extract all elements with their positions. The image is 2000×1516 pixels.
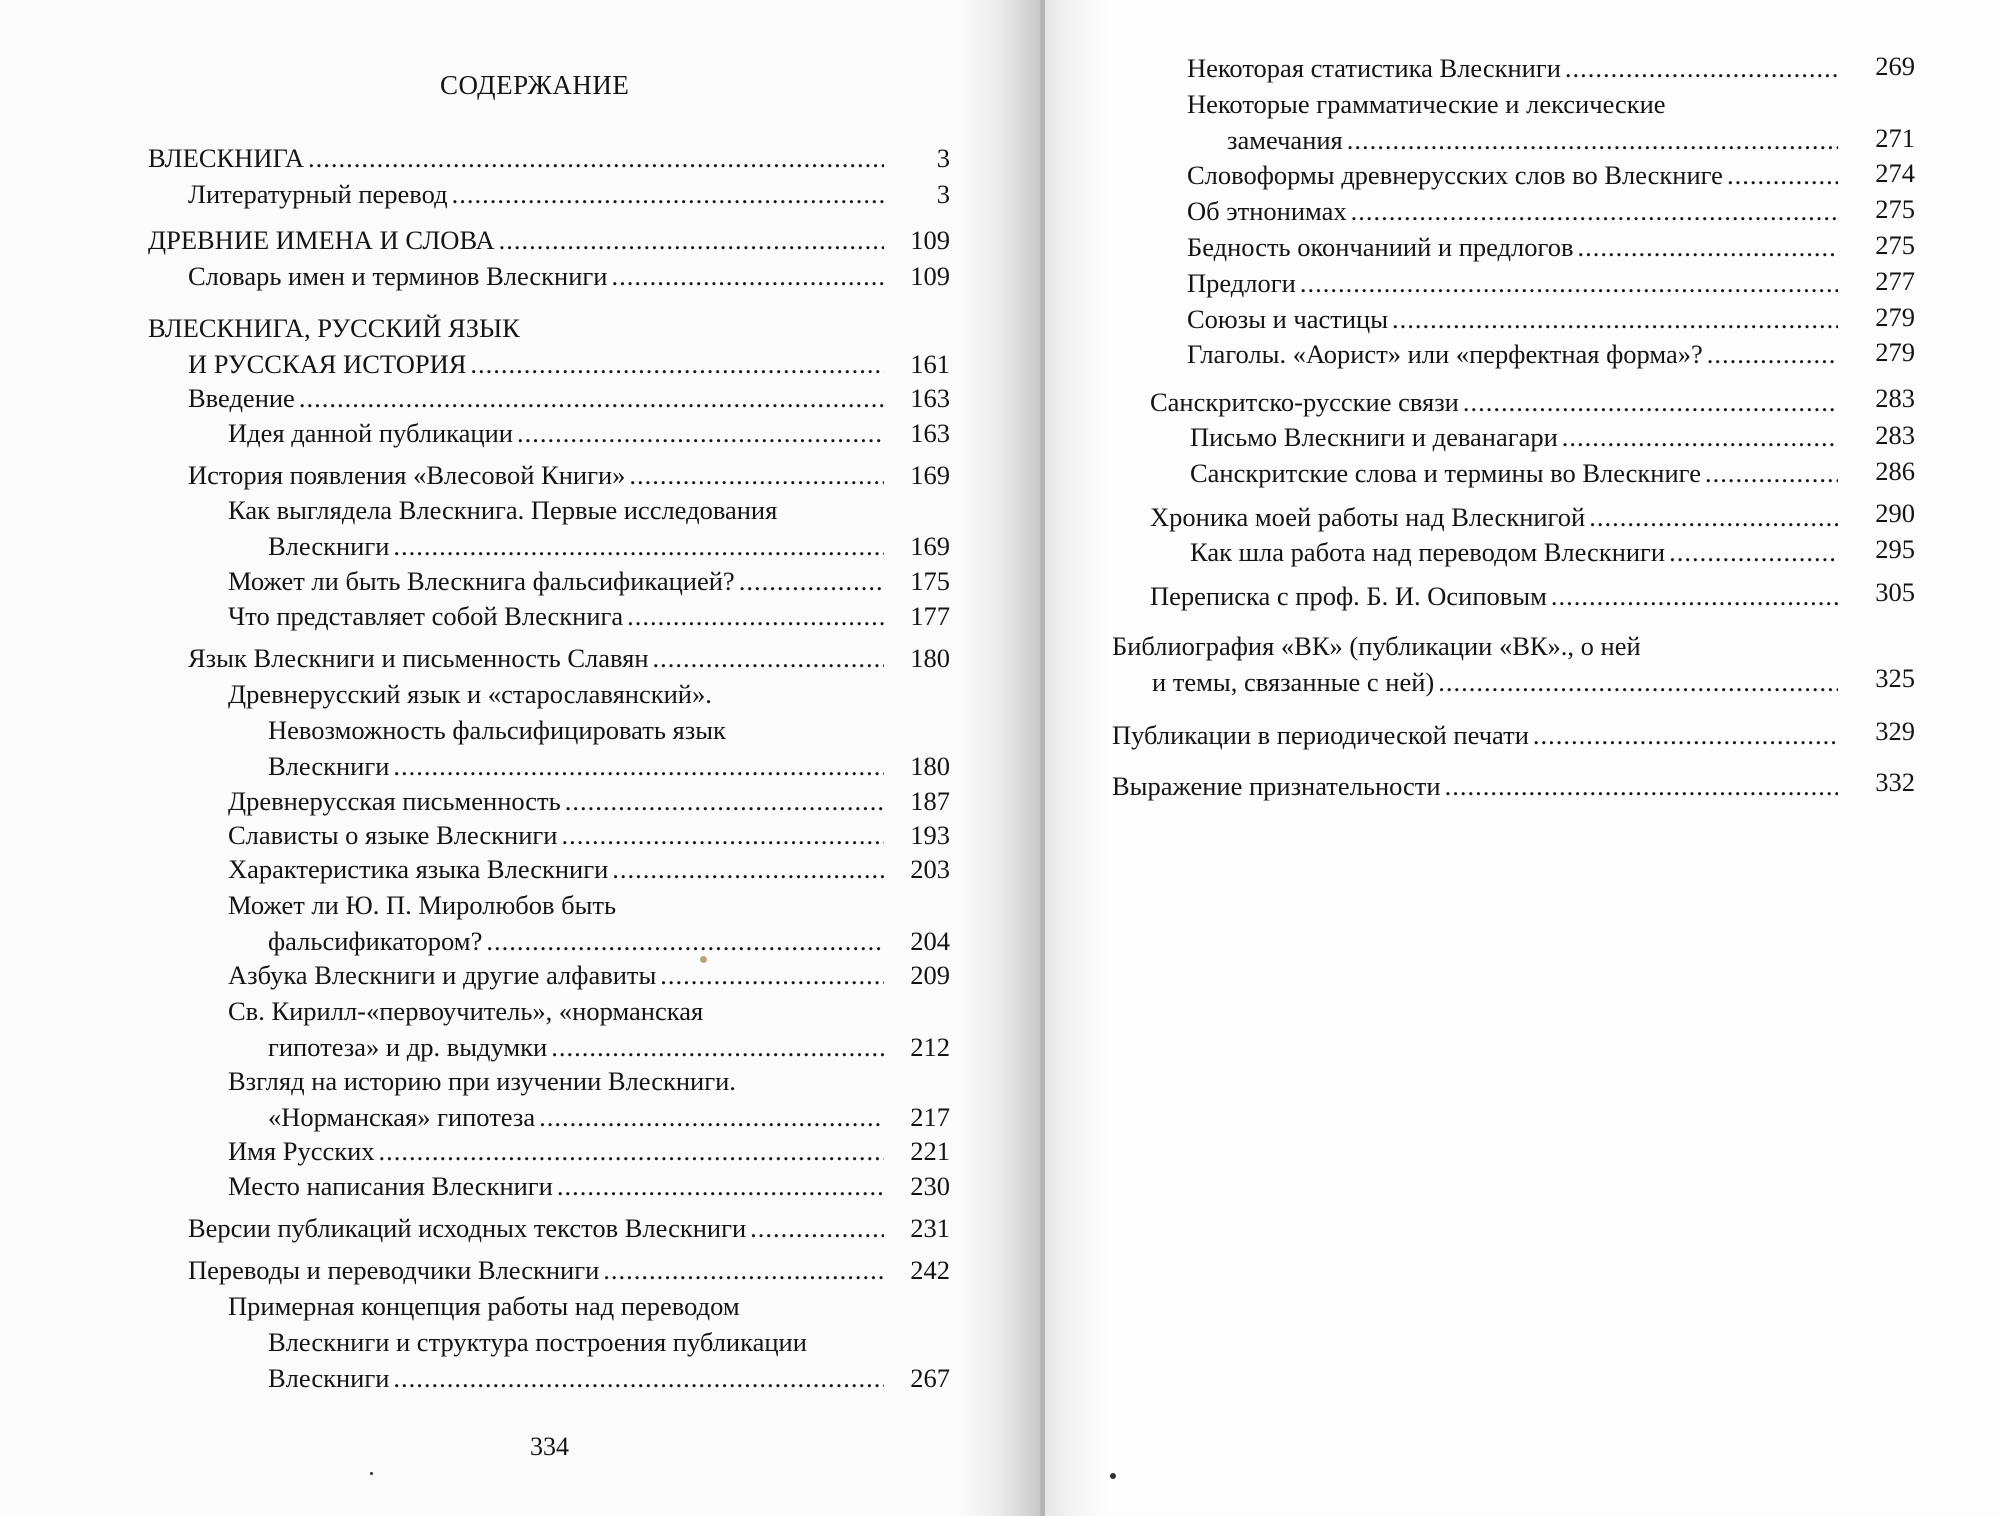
toc-entry: Азбука Влескниги и другие алфавиты ..... xyxy=(228,957,888,993)
paper-speck xyxy=(370,1472,373,1475)
toc-page-number: 269 xyxy=(1875,51,1915,81)
toc-page-number: 3 xyxy=(936,143,950,173)
toc-entry: Об этнонимах ..... xyxy=(1187,193,1842,229)
toc-entry: Библиография «ВК» (публикации «ВК»., о ней и темы, связанные с ней) ..... xyxy=(1112,628,1842,700)
toc-entry: Введение ..... xyxy=(188,380,888,416)
toc-page-number: 242 xyxy=(910,1255,950,1285)
toc-page-number: 275 xyxy=(1875,194,1915,224)
toc-page-number: 325 xyxy=(1875,663,1915,693)
toc-entry: Письмо Влескниги и деванагари ..... xyxy=(1190,419,1842,455)
toc-entry: Глаголы. «Аорист» или «перфектная форма»? ..... xyxy=(1187,336,1842,372)
toc-page-number: 209 xyxy=(910,960,950,990)
toc-entry: Союзы и частицы ..... xyxy=(1187,301,1842,337)
page-number: 334 xyxy=(530,1432,569,1461)
toc-entry: Переводы и переводчики Влескниги ..... xyxy=(188,1252,888,1288)
toc-page-number: 271 xyxy=(1875,123,1915,153)
toc-page-number: 231 xyxy=(910,1213,950,1243)
toc-entry: Санскритско-русские связи ..... xyxy=(1150,384,1842,420)
toc-entry: Язык Влескниги и письменность Славян ..... xyxy=(188,640,888,676)
toc-page-number: 275 xyxy=(1875,230,1915,260)
toc-page-number: 109 xyxy=(910,225,950,255)
toc-entry: Хроника моей работы над Влескнигой ..... xyxy=(1150,499,1842,535)
toc-entry: Словарь имен и терминов Влескниги ..... xyxy=(188,258,888,294)
toc-entry: Некоторая статистика Влескниги ..... xyxy=(1187,50,1842,86)
toc-entry: Санскритские слова и термины во Влескниге ..... xyxy=(1190,455,1842,491)
toc-page-number: 169 xyxy=(910,460,950,490)
toc-entry: ВЛЕСКНИГА ..... xyxy=(148,140,888,176)
toc-entry: ДРЕВНИЕ ИМЕНА И СЛОВА ..... xyxy=(148,222,888,258)
toc-entry: Публикации в периодической печати ..... xyxy=(1112,717,1842,753)
toc-page-number: 163 xyxy=(910,383,950,413)
toc-entry: Как выглядела Влескнига. Первые исследования Влескниги ..... xyxy=(228,492,888,564)
toc-page-number: 175 xyxy=(910,566,950,596)
gutter-shadow-left xyxy=(960,0,1045,1516)
toc-entry: История появления «Влесовой Книги» ..... xyxy=(188,457,888,493)
toc-entry: Св. Кирилл-«первоучитель», «норманская гипотеза» и др. выдумки ..... xyxy=(228,993,888,1065)
toc-page-number: 305 xyxy=(1875,577,1915,607)
toc-entry: Бедность окончаниий и предлогов ..... xyxy=(1187,229,1842,265)
toc-page-number: 279 xyxy=(1875,302,1915,332)
toc-page-number: 180 xyxy=(910,751,950,781)
toc-entry: Характеристика языка Влескниги ..... xyxy=(228,851,888,887)
toc-page-number: 3 xyxy=(936,179,950,209)
toc-page-number: 295 xyxy=(1875,534,1915,564)
toc-entry: Выражение признательности ..... xyxy=(1112,768,1842,804)
toc-entry: Древнерусская письменность ..... xyxy=(228,783,888,819)
toc-page-number: 283 xyxy=(1875,383,1915,413)
toc-entry: Некоторые грамматические и лексические замечания ..... xyxy=(1187,86,1842,158)
toc-entry: Слависты о языке Влескниги ..... xyxy=(228,817,888,853)
toc-entry: Как шла работа над переводом Влескниги ..... xyxy=(1190,534,1842,570)
toc-entry: Может ли Ю. П. Миролюбов быть фальсификатором? ..... xyxy=(228,887,888,959)
toc-page-number: 267 xyxy=(910,1363,950,1393)
toc-page-number: 163 xyxy=(910,418,950,448)
paper-speck xyxy=(1110,1473,1116,1479)
toc-page-number: 217 xyxy=(910,1102,950,1132)
paper-speck xyxy=(700,956,707,963)
toc-page-number: 277 xyxy=(1875,266,1915,296)
gutter-shadow-right xyxy=(1040,0,1110,1516)
toc-page-number: 212 xyxy=(910,1032,950,1062)
toc-page-number: 283 xyxy=(1875,420,1915,450)
toc-page-number: 279 xyxy=(1875,337,1915,367)
toc-page-number: 169 xyxy=(910,531,950,561)
toc-page-number: 274 xyxy=(1875,158,1915,188)
toc-entry: Словоформы древнерусских слов во Влескниге ..... xyxy=(1187,157,1842,193)
toc-entry: Имя Русских ..... xyxy=(228,1133,888,1169)
toc-page-number: 204 xyxy=(910,926,950,956)
toc-entry: ВЛЕСКНИГА, РУССКИЙ ЯЗЫК И РУССКАЯ ИСТОРИЯ ..... xyxy=(148,310,888,382)
toc-page-number: 109 xyxy=(910,261,950,291)
toc-page-number: 332 xyxy=(1875,767,1915,797)
toc-page-number: 203 xyxy=(910,854,950,884)
toc-entry: Древнерусский язык и «старославянский». Невозможность фальсифицировать язык Влескниги ..... xyxy=(228,676,888,784)
toc-page-number: 177 xyxy=(910,601,950,631)
toc-entry: Литературный перевод ..... xyxy=(188,176,888,212)
toc-page-number: 290 xyxy=(1875,498,1915,528)
toc-page-number: 286 xyxy=(1875,456,1915,486)
toc-entry: Предлоги ..... xyxy=(1187,265,1842,301)
toc-entry: Может ли быть Влескнига фальсификацией? ..... xyxy=(228,563,888,599)
toc-page-number: 221 xyxy=(910,1136,950,1166)
toc-page-number: 329 xyxy=(1875,716,1915,746)
toc-page-number: 180 xyxy=(910,643,950,673)
toc-entry: Версии публикаций исходных текстов Влескниги ..... xyxy=(188,1210,888,1246)
toc-entry: Идея данной публикации ..... xyxy=(228,415,888,451)
toc-entry: Место написания Влескниги ..... xyxy=(228,1168,888,1204)
toc-entry: Переписка с проф. Б. И. Осиповым ..... xyxy=(1150,578,1842,614)
toc-page-number: 187 xyxy=(910,786,950,816)
page-title: СОДЕРЖАНИЕ xyxy=(440,70,630,100)
toc-entry: Что представляет собой Влескнига ..... xyxy=(228,598,888,634)
toc-entry: Примерная концепция работы над переводом Влескниги и структура построения публикации Влескниги ..... xyxy=(228,1288,888,1396)
toc-entry: Взгляд на историю при изучении Влескниги. «Норманская» гипотеза ..... xyxy=(228,1063,888,1135)
toc-page-number: 161 xyxy=(910,349,950,379)
toc-page-number: 193 xyxy=(910,820,950,850)
toc-page-number: 230 xyxy=(910,1171,950,1201)
